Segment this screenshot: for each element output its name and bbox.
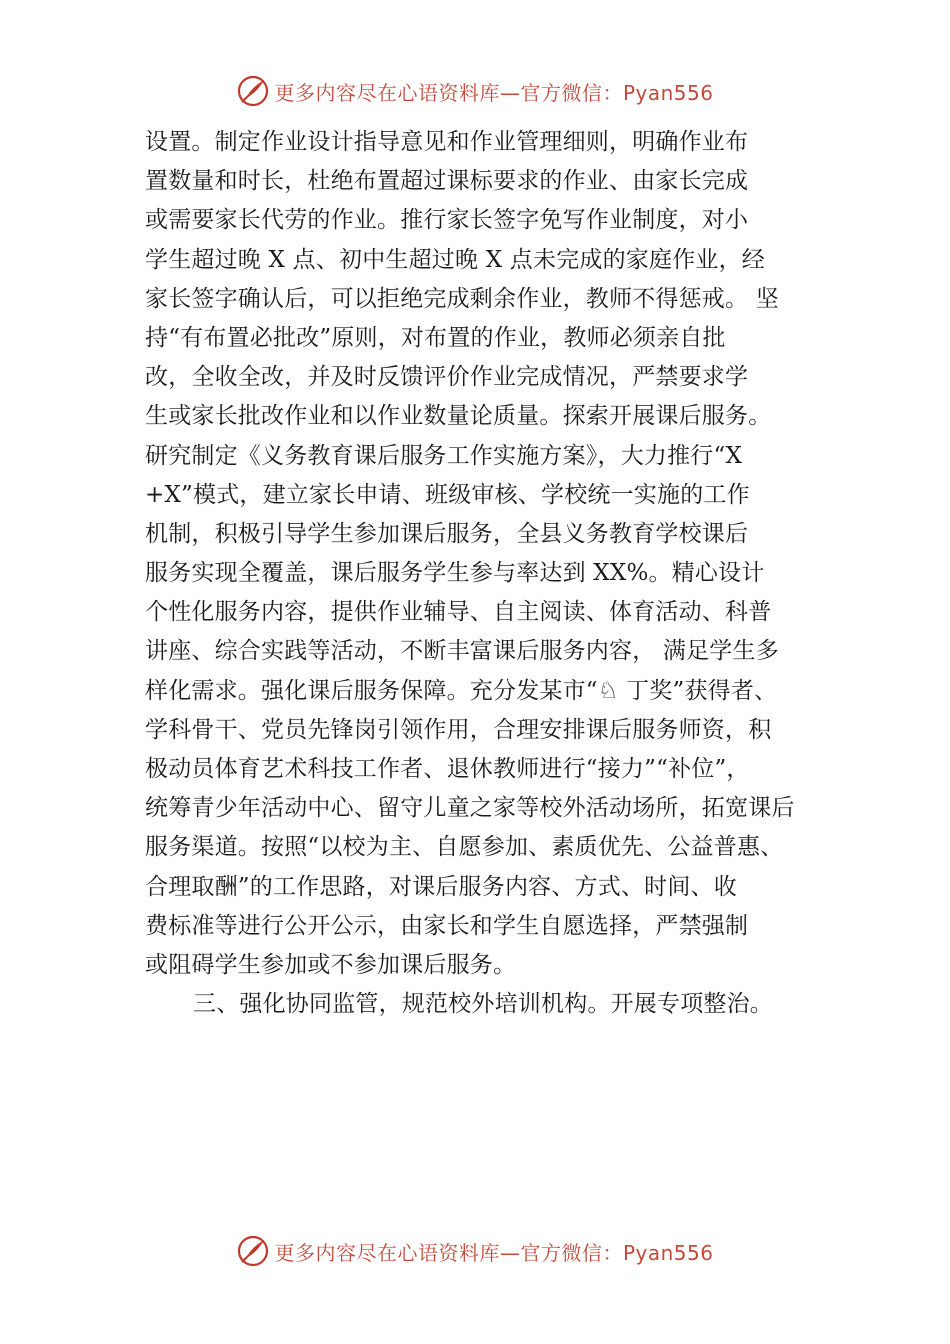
footer-watermark (0, 1234, 950, 1268)
text-line: 学生超过晚 X 点、初中生超过晚 X 点未完成的家庭作业，经 (145, 246, 765, 273)
quill-circle-logo-icon (236, 1234, 270, 1268)
text-line: 研究制定《义务教育课后服务工作实施方案》，大力推行“X (145, 442, 743, 469)
text-line: 置数量和时长，杜绝布置超过课标要求的作业、由家长完成 (145, 168, 749, 195)
text-line: 或阻碍学生参加或不参加课后服务。 (145, 951, 517, 978)
text-line: 服务渠道。按照“以校为主、自愿参加、素质优先、公益普惠、 (145, 834, 784, 861)
text-line: 个性化服务内容，提供作业辅导、自主阅读、体育活动、科普 (145, 599, 772, 626)
text-line: 样化需求。强化课后服务保障。充分发某市“♘ 丁奖”获得者、 (145, 677, 778, 704)
text-line: 或需要家长代劳的作业。推行家长签字免写作业制度，对小 (145, 207, 749, 234)
text-line: 学科骨干、党员先锋岗引领作用，合理安排课后服务师资，积 (145, 716, 772, 743)
text-line: 讲座、综合实践等活动，不断丰富课后服务内容， 满足学生多 (145, 638, 779, 665)
text-line: 合理取酬”的工作思路，对课后服务内容、方式、时间、收 (145, 873, 737, 900)
text-line: 机制，积极引导学生参加课后服务，全县义务教育学校课后 (145, 520, 749, 547)
header-watermark (0, 74, 950, 108)
text-line: +X”模式，建立家长申请、班级审核、学校统一实施的工作 (145, 481, 750, 508)
text-line: 设置。制定作业设计指导意见和作业管理细则，明确作业布 (145, 129, 749, 155)
watermark-text: 更多内容尽在心语资料库—官方微信：Pyan556 (274, 80, 714, 105)
text-line: 生或家长批改作业和以作业数量论质量。探索开展课后服务。 (145, 403, 772, 430)
text-line: 费标准等进行公开公示，由家长和学生自愿选择，严禁强制 (145, 912, 749, 939)
text-line: 持“有布置必批改”原则，对布置的作业，教师必须亲自批 (145, 324, 726, 351)
text-line: 改，全收全改，并及时反馈评价作业完成情况，严禁要求学 (145, 364, 749, 391)
text-line: 家长签字确认后，可以拒绝完成剩余作业，教师不得惩戒。 坚 (145, 285, 779, 312)
text-line: 统筹青少年活动中心、留守儿童之家等校外活动场所，拓宽课后 (145, 795, 795, 822)
text-line: 服务实现全覆盖，课后服务学生参与率达到 XX%。精心设计 (145, 560, 765, 587)
watermark-text: 更多内容尽在心语资料库—官方微信：Pyan556 (274, 1240, 714, 1265)
document-body (145, 123, 845, 1024)
quill-circle-logo-icon (236, 74, 270, 108)
section-heading-line: 三、强化协同监管，规范校外培训机构。开展专项整治。 (193, 991, 773, 1018)
text-line: 极动员体育艺术科技工作者、退休教师进行“接力”“补位”， (145, 756, 750, 782)
